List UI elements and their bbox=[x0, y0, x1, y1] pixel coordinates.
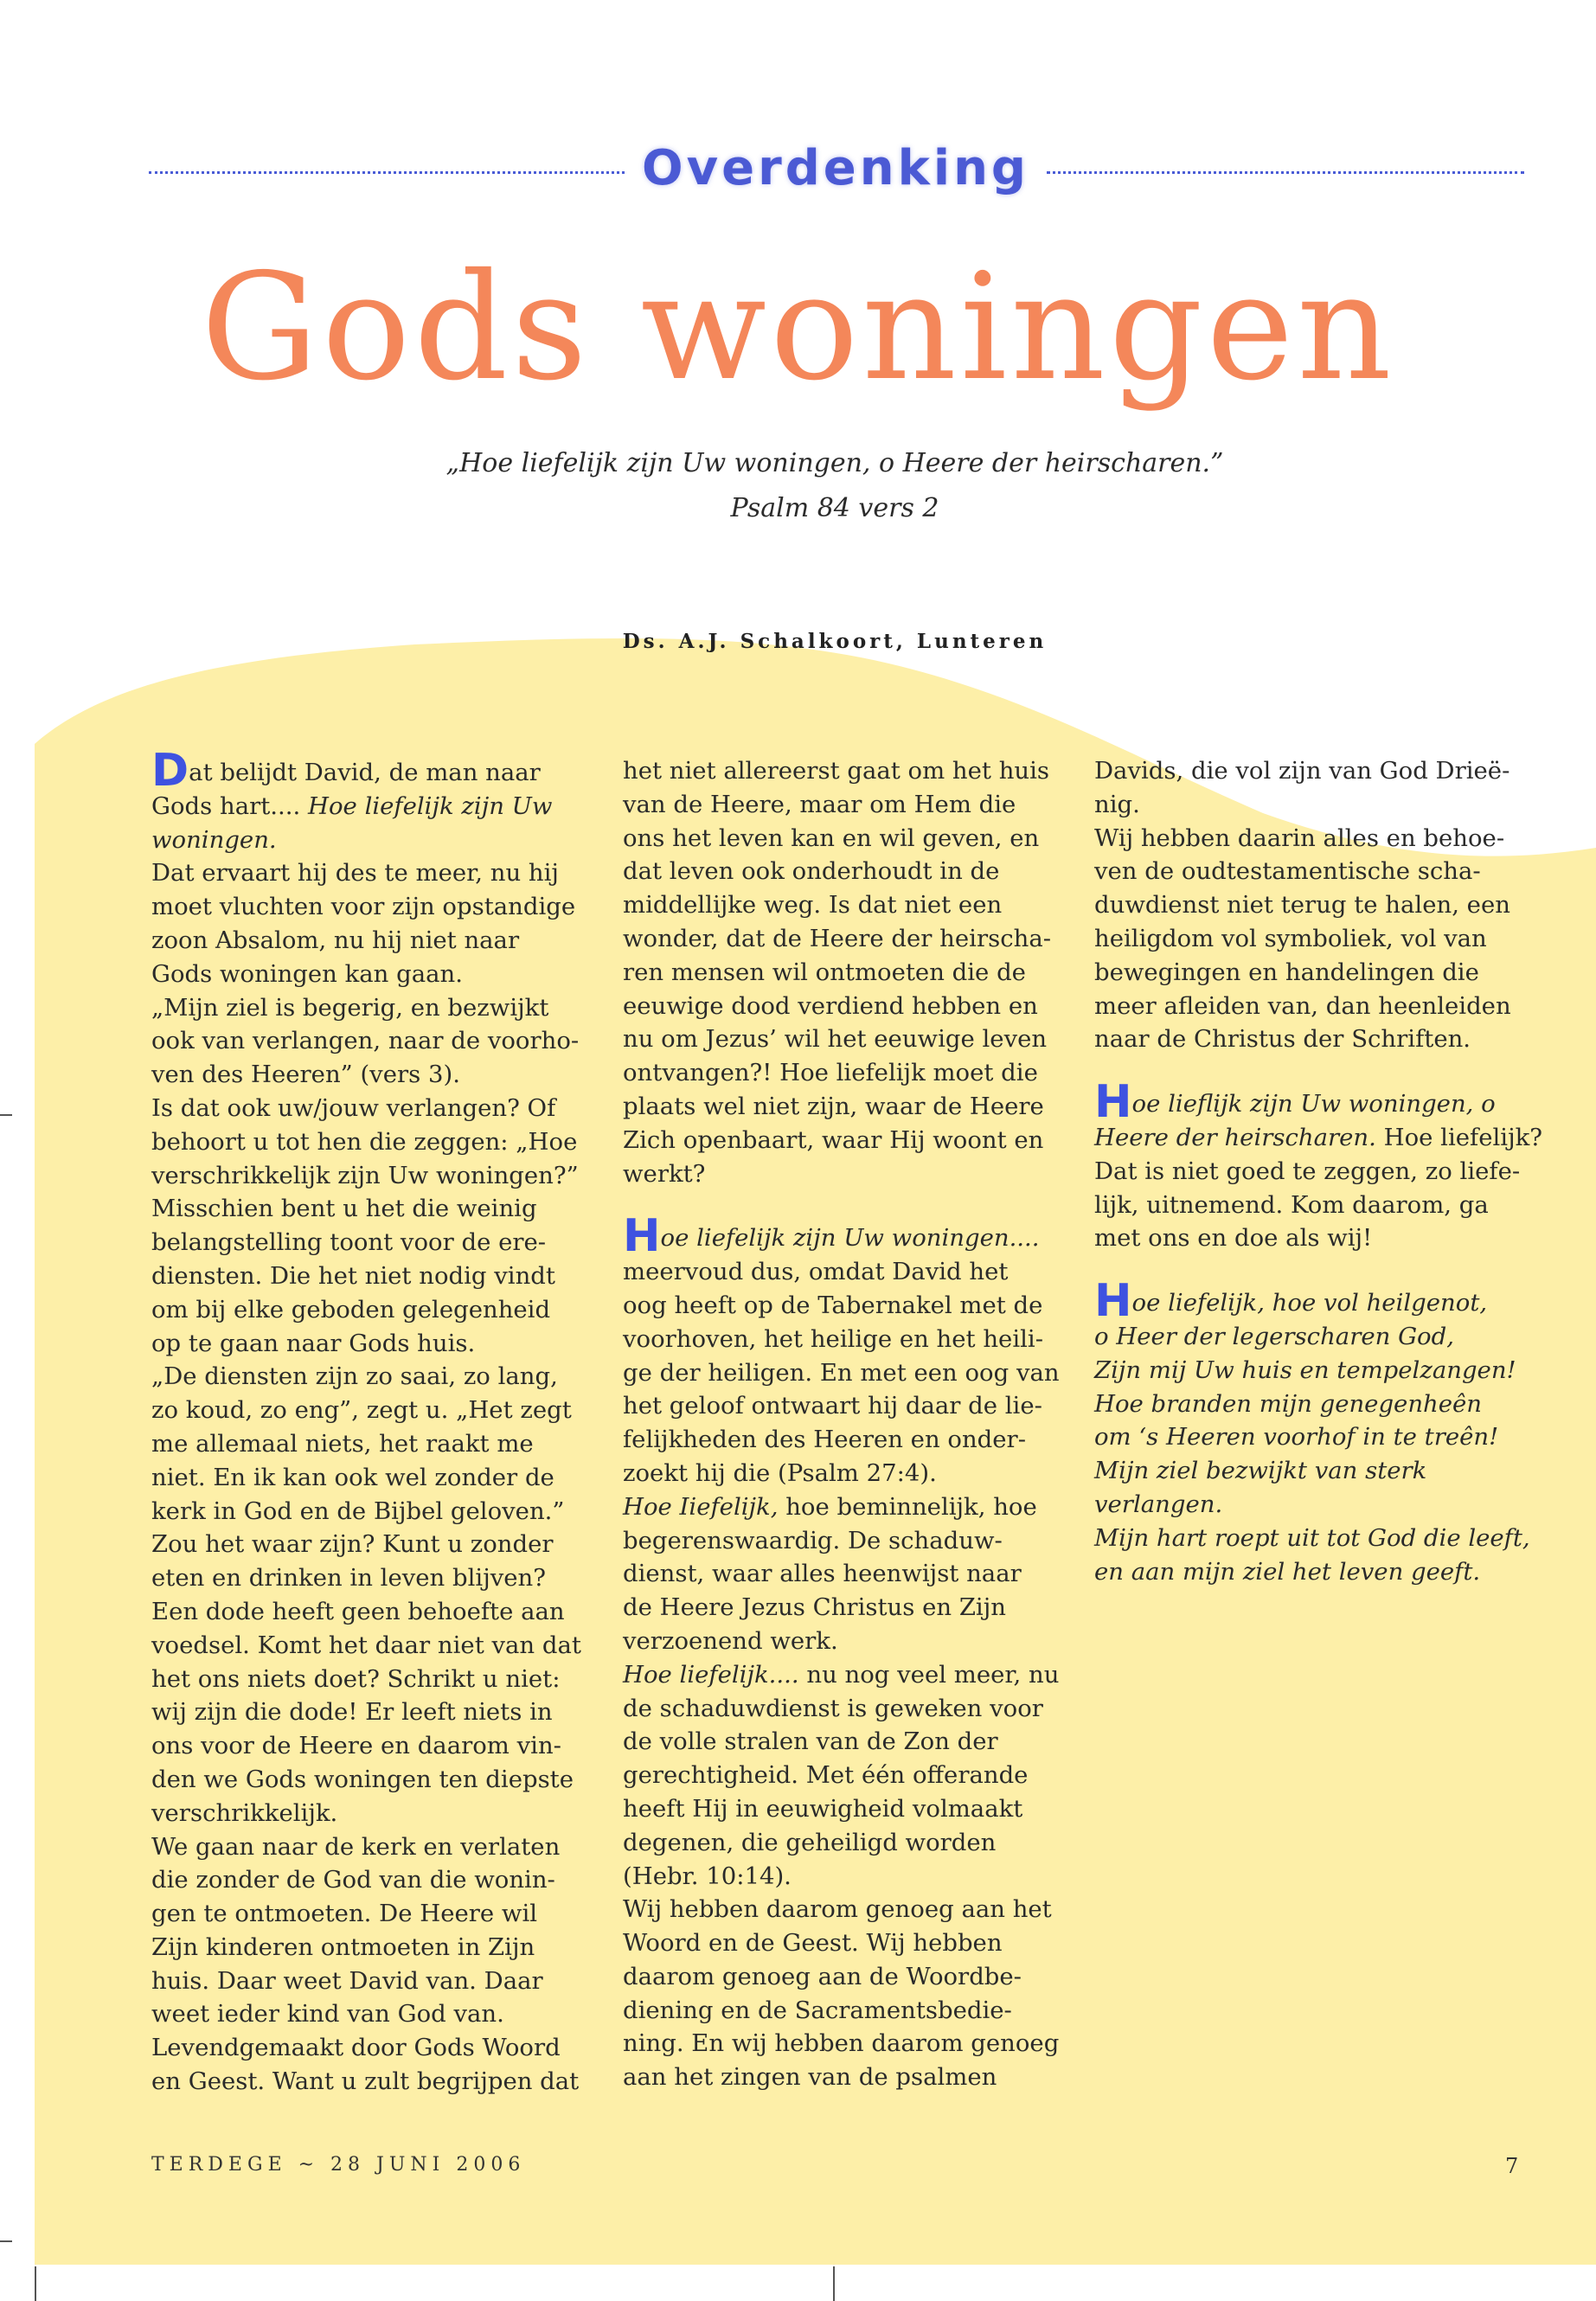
drop-cap: D bbox=[151, 745, 189, 797]
paragraph: Davids, die vol zijn van God Drieë- nig. Wij hebben daarin alles en behoe- ven de oudtestamentische scha- duwdienst niet terug te halen, een heiligdom vol symboliek, vol van bewegingen en handelingen die meer afleiden van, dan heenleiden naar de Christus der Schriften. bbox=[1094, 757, 1511, 1054]
author-byline: Ds. A.J. Schalkoort, Lunteren bbox=[622, 630, 1048, 653]
crop-mark bbox=[833, 2266, 835, 2301]
paragraph: Hoe liefelijk zijn Uw woningen.... meervoud dus, omdat David het oog heeft op de Tabernakel met de voorhoven, het heilige en het heili- ge der heiligen. En met een oog van het geloof ontwaart hij daar de lie- felijkheden des Heeren en onder- zoekt hij die (Psalm 27:4). Hoe Iiefelijk, hoe beminnelijk, hoe begerenswaardig. De schaduw- dienst, waar alles heenwijst naar de Heere Jezus Christus en Zijn verzoenend werk. Hoe liefelijk.... nu nog veel meer, nu de schaduwdienst is geweken voor de volle stralen van de Zon der gerechtigheid. Met één offerande heeft Hij in eeuwigheid volmaakt degenen, die geheiligd worden (Hebr. 10:14). Wij hebben daarom genoeg aan het Woord en de Geest. Wij hebben daarom genoeg aan de Woordbe- diening en de Sacramentsbedie- ning. En wij hebben daarom genoeg aan het zingen van de psalmen bbox=[623, 1210, 1060, 2092]
text-column-1 bbox=[151, 745, 614, 2099]
header-dotted-rule-right bbox=[1047, 171, 1524, 174]
publication-footer: TERDEGE ~ 28 JUNI 2006 bbox=[151, 2154, 526, 2176]
article-title: Gods woningen bbox=[201, 242, 1395, 413]
epigraph bbox=[0, 441, 1596, 531]
paragraph: Dat belijdt David, de man naar Gods hart.... Hoe liefelijk zijn Uw woningen. Dat ervaart hij des te meer, nu hij moet vluchten voor zijn opstandige zoon Absalom, nu hij niet naar Gods woningen kan gaan. „Mijn ziel is begerig, en bezwijkt ook van verlangen, naar de voorho- ven des Heeren” (vers 3). Is dat ook uw/jouw verlangen? Of behoort u tot hen die zeggen: „Hoe verschrikkelijk zijn Uw woningen?” Misschien bent u het die weinig belangstelling toont voor de ere- diensten. Die het niet nodig vindt om bij elke geboden gelegenheid op te gaan naar Gods huis. „De diensten zijn zo saai, zo lang, zo koud, zo eng”, zegt u. „Het zegt me allemaal niets, het raakt me niet. En ik kan ook wel zonder de kerk in God en de Bijbel geloven.” Zou het waar zijn? Kunt u zonder eten en drinken in leven blijven? Een dode heeft geen behoefte aan voedsel. Komt het daar niet van dat het ons niets doet? Schrikt u niet: wij zijn die dode! Er leeft niets in ons voor de Heere en daarom vin- den we Gods woningen ten diepste verschrikkelijk. We gaan naar de kerk en verlaten die zonder de God van die wonin- gen te ontmoeten. De Heere wil Zijn kinderen ontmoeten in Zijn huis. Daar weet David van. Daar weet ieder kind van God van. Levendgemaakt door Gods Woord en Geest. Want u zult begrijpen dat bbox=[151, 745, 581, 2096]
drop-cap: H bbox=[1094, 1076, 1132, 1129]
text-column-2 bbox=[623, 754, 1086, 2094]
paragraph: het niet allereerst gaat om het huis van de Heere, maar om Hem die ons het leven kan en wil geven, en dat leven ook onderhoudt in de middellijke weg. Is dat niet een wonder, dat de Heere der heirscha- ren mensen wil ontmoeten die de eeuwige dood verdiend hebben en nu om Jezus’ wil het eeuwige leven ontvangen?! Hoe liefelijk moet die plaats wel niet zijn, waar de Heere Zich openbaart, waar Hij woont en werkt? bbox=[623, 757, 1051, 1188]
section-label: Overdenking bbox=[641, 140, 1030, 196]
crop-mark bbox=[35, 2266, 36, 2301]
drop-cap: H bbox=[623, 1210, 661, 1263]
header-dotted-rule-left bbox=[149, 171, 625, 174]
drop-cap: H bbox=[1094, 1275, 1132, 1328]
poem: Hoe liefelijk, hoe vol heilgenot, o Heer der legerscharen God, Zijn mij Uw huis en tempelzangen! Hoe branden mijn genegenheên om ‘s Heeren voorhof in te treên! Mijn ziel bezwijkt van sterk verlangen. Mijn hart roept uit tot God die leeft, en aan mijn ziel het leven geeft. bbox=[1094, 1275, 1530, 1586]
crop-mark bbox=[0, 2240, 12, 2242]
epigraph-reference: Psalm 84 vers 2 bbox=[730, 493, 939, 523]
epigraph-quote: „Hoe liefelijk zijn Uw woningen, o Heere der heirscharen.” bbox=[445, 448, 1224, 478]
crop-mark bbox=[0, 1114, 12, 1116]
text-column-3 bbox=[1094, 754, 1557, 1588]
paragraph: Hoe lieflijk zijn Uw woningen, o Heere der heirscharen. Hoe liefelijk? Dat is niet goed te zeggen, zo liefe- lijk, uitnemend. Kom daarom, ga met ons en doe als wij! bbox=[1094, 1076, 1543, 1253]
page-number: 7 bbox=[1505, 2154, 1519, 2178]
